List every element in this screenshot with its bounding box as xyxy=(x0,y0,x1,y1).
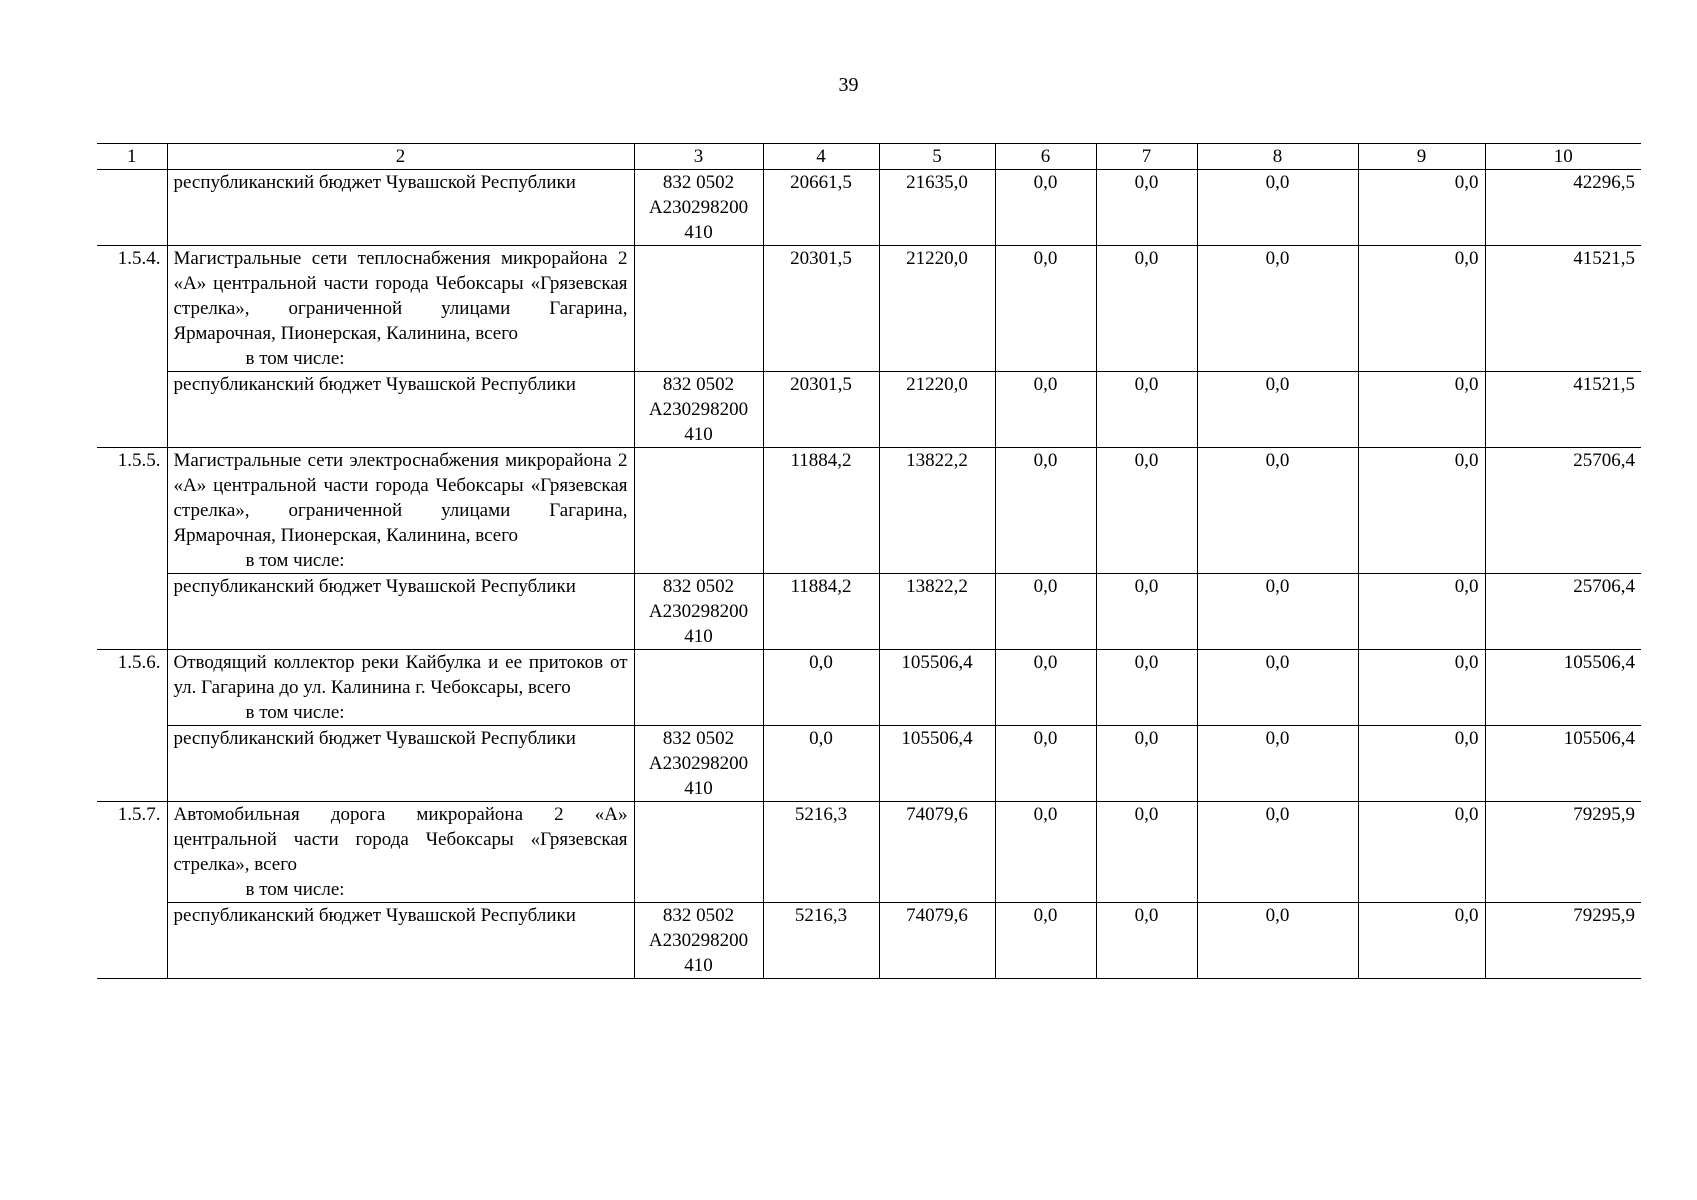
table-row-item xyxy=(97,802,1641,903)
row-value-cell-col7: 0,0 xyxy=(1096,726,1197,802)
row-code-line: 410 xyxy=(684,626,713,647)
header-cell: 5 xyxy=(879,144,995,170)
row-value-cell-col10: 41521,5 xyxy=(1485,372,1641,448)
row-name-cell xyxy=(167,903,634,979)
row-value-cell-col9: 0,0 xyxy=(1358,574,1485,650)
table-row-item xyxy=(97,246,1641,372)
row-code-line: 832 0502 xyxy=(662,172,735,193)
row-value-cell-col4: 20301,5 xyxy=(763,372,879,448)
row-code-cell xyxy=(634,448,763,574)
row-value-cell-col6: 0,0 xyxy=(995,574,1096,650)
row-code-line: А230298200 xyxy=(648,930,749,951)
row-number-cell xyxy=(97,372,167,448)
row-code-line: 410 xyxy=(684,424,713,445)
page-number: 39 xyxy=(838,74,859,96)
row-value-cell-col6: 0,0 xyxy=(995,726,1096,802)
row-name-text: республиканский бюджет Чувашской Республики xyxy=(173,728,576,749)
row-value-cell-col7: 0,0 xyxy=(1096,170,1197,246)
row-value-cell-col7: 0,0 xyxy=(1096,448,1197,574)
row-value-cell-col4: 0,0 xyxy=(763,650,879,726)
row-name-cell xyxy=(167,448,634,574)
row-code-line: 410 xyxy=(684,778,713,799)
table-row-item xyxy=(97,650,1641,726)
row-value-cell-col6: 0,0 xyxy=(995,448,1096,574)
row-value-cell-col5: 74079,6 xyxy=(879,903,995,979)
row-value-cell-col5: 21220,0 xyxy=(879,246,995,372)
row-value-cell-col10: 105506,4 xyxy=(1485,650,1641,726)
row-value-cell-col4: 5216,3 xyxy=(763,903,879,979)
row-name-text: Магистральные сети теплоснабжения микрорайона 2 «А» центральной части города Чебоксары «Грязевская стрелка», ограниченной улицами Гагарина, Ярмарочная, Пионерская, Калинина, всего xyxy=(173,248,628,344)
row-name-cell xyxy=(167,246,634,372)
header-cell: 8 xyxy=(1197,144,1358,170)
row-value-cell-col5: 21635,0 xyxy=(879,170,995,246)
row-code-cell xyxy=(634,650,763,726)
row-code-line: А230298200 xyxy=(648,399,749,420)
row-code-line: 832 0502 xyxy=(662,728,735,749)
header-cell: 2 xyxy=(167,144,634,170)
row-value-cell-col5: 74079,6 xyxy=(879,802,995,903)
row-value-cell-col7: 0,0 xyxy=(1096,802,1197,903)
row-name-cell xyxy=(167,574,634,650)
row-code-cell xyxy=(634,170,763,246)
row-code-cell xyxy=(634,903,763,979)
row-value-cell-col9: 0,0 xyxy=(1358,802,1485,903)
budget-table xyxy=(97,143,1641,979)
row-value-cell-col8: 0,0 xyxy=(1197,170,1358,246)
header-cell: 3 xyxy=(634,144,763,170)
table-row-subtotal xyxy=(97,170,1641,246)
row-value-cell-col5: 21220,0 xyxy=(879,372,995,448)
row-code-line: 832 0502 xyxy=(662,576,735,597)
row-value-cell-col10: 105506,4 xyxy=(1485,726,1641,802)
table-row-subtotal xyxy=(97,574,1641,650)
row-number-cell xyxy=(97,574,167,650)
row-number-cell: 1.5.5. xyxy=(97,448,167,574)
row-value-cell-col7: 0,0 xyxy=(1096,372,1197,448)
header-cell: 7 xyxy=(1096,144,1197,170)
row-value-cell-col5: 13822,2 xyxy=(879,574,995,650)
row-value-cell-col9: 0,0 xyxy=(1358,448,1485,574)
row-code-cell xyxy=(634,574,763,650)
row-value-cell-col4: 0,0 xyxy=(763,726,879,802)
row-value-cell-col8: 0,0 xyxy=(1197,448,1358,574)
row-value-cell-col7: 0,0 xyxy=(1096,903,1197,979)
header-cell: 4 xyxy=(763,144,879,170)
row-name-text: Автомобильная дорога микрорайона 2 «А» центральной части города Чебоксары «Грязевская стрелка», всего xyxy=(173,804,628,875)
row-value-cell-col9: 0,0 xyxy=(1358,903,1485,979)
row-number-cell xyxy=(97,903,167,979)
row-value-cell-col8: 0,0 xyxy=(1197,246,1358,372)
row-number-cell xyxy=(97,170,167,246)
row-name-text: Отводящий коллектор реки Кайбулка и ее притоков от ул. Гагарина до ул. Калинина г. Чебоксары, всего xyxy=(173,652,628,698)
row-value-cell-col4: 20301,5 xyxy=(763,246,879,372)
row-value-cell-col10: 79295,9 xyxy=(1485,903,1641,979)
row-value-cell-col10: 41521,5 xyxy=(1485,246,1641,372)
row-value-cell-col8: 0,0 xyxy=(1197,372,1358,448)
row-value-cell-col8: 0,0 xyxy=(1197,726,1358,802)
row-value-cell-col4: 11884,2 xyxy=(763,448,879,574)
row-name-cell xyxy=(167,372,634,448)
row-value-cell-col6: 0,0 xyxy=(995,170,1096,246)
row-code-line: 832 0502 xyxy=(662,905,735,926)
table-row-subtotal xyxy=(97,903,1641,979)
row-value-cell-col8: 0,0 xyxy=(1197,574,1358,650)
row-name-text: республиканский бюджет Чувашской Республики xyxy=(173,905,576,926)
row-value-cell-col4: 11884,2 xyxy=(763,574,879,650)
row-name-cell xyxy=(167,650,634,726)
row-value-cell-col5: 13822,2 xyxy=(879,448,995,574)
row-code-line: 832 0502 xyxy=(662,374,735,395)
row-code-line: А230298200 xyxy=(648,197,749,218)
table-row-subtotal xyxy=(97,726,1641,802)
row-value-cell-col6: 0,0 xyxy=(995,903,1096,979)
including-label: в том числе: xyxy=(245,550,345,571)
row-code-cell xyxy=(634,726,763,802)
row-value-cell-col9: 0,0 xyxy=(1358,246,1485,372)
row-number-cell: 1.5.4. xyxy=(97,246,167,372)
row-code-line: А230298200 xyxy=(648,753,749,774)
row-value-cell-col5: 105506,4 xyxy=(879,650,995,726)
row-name-text: республиканский бюджет Чувашской Республики xyxy=(173,576,576,597)
row-code-cell xyxy=(634,372,763,448)
row-number-cell: 1.5.7. xyxy=(97,802,167,903)
row-value-cell-col10: 42296,5 xyxy=(1485,170,1641,246)
row-code-cell xyxy=(634,246,763,372)
row-value-cell-col7: 0,0 xyxy=(1096,246,1197,372)
row-name-cell xyxy=(167,802,634,903)
row-value-cell-col8: 0,0 xyxy=(1197,802,1358,903)
row-code-line: 410 xyxy=(684,955,713,976)
including-label: в том числе: xyxy=(245,702,345,723)
row-name-text: Магистральные сети электроснабжения микрорайона 2 «А» центральной части города Чебоксары «Грязевская стрелка», ограниченной улицами Гагарина, Ярмарочная, Пионерская, Калинина, всего xyxy=(173,450,628,546)
row-value-cell-col8: 0,0 xyxy=(1197,650,1358,726)
row-value-cell-col9: 0,0 xyxy=(1358,372,1485,448)
row-name-cell xyxy=(167,170,634,246)
row-value-cell-col10: 25706,4 xyxy=(1485,574,1641,650)
row-number-cell xyxy=(97,726,167,802)
header-cell: 1 xyxy=(97,144,167,170)
row-value-cell-col4: 20661,5 xyxy=(763,170,879,246)
row-name-cell xyxy=(167,726,634,802)
row-code-line: 410 xyxy=(684,222,713,243)
row-value-cell-col9: 0,0 xyxy=(1358,170,1485,246)
including-label: в том числе: xyxy=(245,879,345,900)
row-value-cell-col9: 0,0 xyxy=(1358,650,1485,726)
header-cell: 10 xyxy=(1485,144,1641,170)
header-cell: 9 xyxy=(1358,144,1485,170)
row-name-text: республиканский бюджет Чувашской Республики xyxy=(173,374,576,395)
including-label: в том числе: xyxy=(245,348,345,369)
row-name-text: республиканский бюджет Чувашской Республики xyxy=(173,172,576,193)
row-value-cell-col9: 0,0 xyxy=(1358,726,1485,802)
row-value-cell-col10: 25706,4 xyxy=(1485,448,1641,574)
row-value-cell-col7: 0,0 xyxy=(1096,650,1197,726)
row-value-cell-col5: 105506,4 xyxy=(879,726,995,802)
row-value-cell-col6: 0,0 xyxy=(995,802,1096,903)
table-row-item xyxy=(97,448,1641,574)
row-number-cell: 1.5.6. xyxy=(97,650,167,726)
row-code-cell xyxy=(634,802,763,903)
row-value-cell-col7: 0,0 xyxy=(1096,574,1197,650)
row-code-line: А230298200 xyxy=(648,601,749,622)
row-value-cell-col4: 5216,3 xyxy=(763,802,879,903)
table-row-subtotal xyxy=(97,372,1641,448)
row-value-cell-col6: 0,0 xyxy=(995,246,1096,372)
row-value-cell-col8: 0,0 xyxy=(1197,903,1358,979)
header-cell: 6 xyxy=(995,144,1096,170)
table-header-row xyxy=(97,144,1641,170)
row-value-cell-col10: 79295,9 xyxy=(1485,802,1641,903)
row-value-cell-col6: 0,0 xyxy=(995,372,1096,448)
row-value-cell-col6: 0,0 xyxy=(995,650,1096,726)
